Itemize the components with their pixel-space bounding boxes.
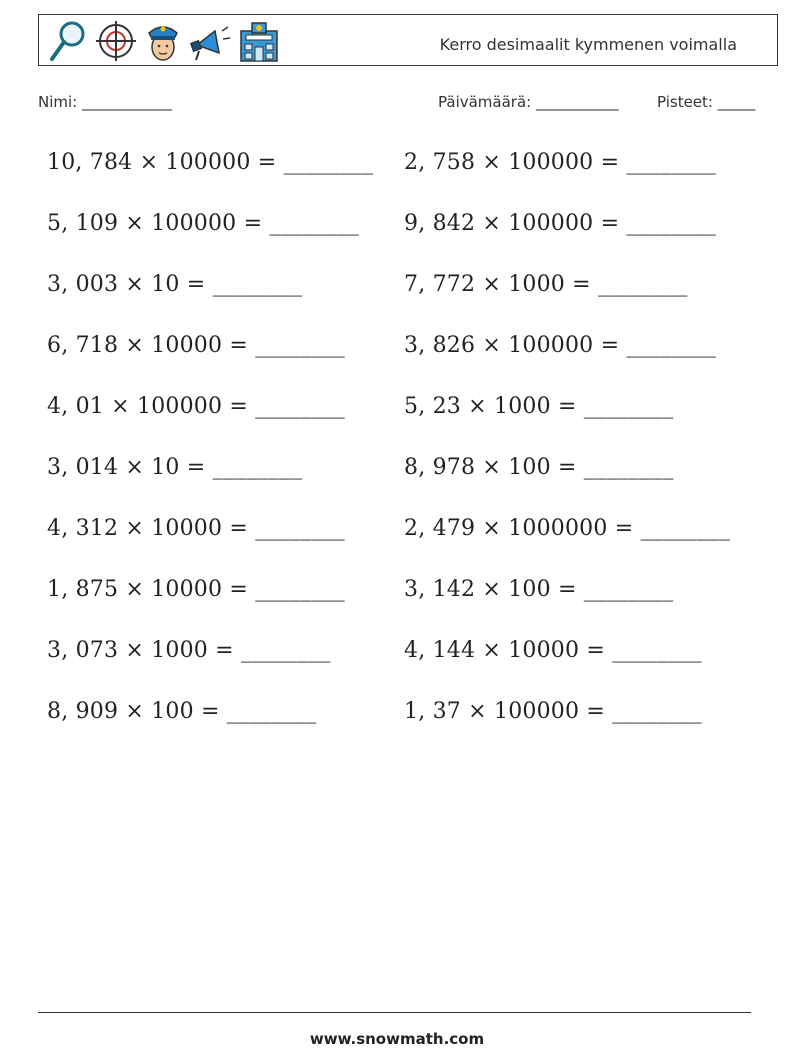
problem-left-9: 3, 073 × 1000 = ________: [47, 638, 331, 663]
problem-right-3: 7, 772 × 1000 = ________: [404, 272, 688, 297]
problem-right-8: 3, 142 × 100 = ________: [404, 577, 674, 602]
problem-left-6: 3, 014 × 10 = ________: [47, 455, 303, 480]
problem-left-8: 1, 875 × 10000 = ________: [47, 577, 345, 602]
footer-site: www.snowmath.com: [309, 1030, 485, 1048]
problem-left-3: 3, 003 × 10 = ________: [47, 272, 303, 297]
worksheet-title: Kerro desimaalit kymmenen voimalla: [439, 35, 737, 54]
date-field: Päivämäärä: ___________: [438, 93, 619, 111]
problem-right-5: 5, 23 × 1000 = ________: [404, 394, 674, 419]
problem-right-10: 1, 37 × 100000 = ________: [404, 699, 702, 724]
problem-left-4: 6, 718 × 10000 = ________: [47, 333, 345, 358]
problem-left-7: 4, 312 × 10000 = ________: [47, 516, 345, 541]
problem-right-1: 2, 758 × 100000 = ________: [404, 150, 716, 175]
score-field: Pisteet: _____: [657, 93, 756, 111]
problem-left-1: 10, 784 × 100000 = ________: [47, 150, 374, 175]
name-field: Nimi: ____________: [38, 93, 172, 111]
problem-left-5: 4, 01 × 100000 = ________: [47, 394, 345, 419]
problem-right-7: 2, 479 × 1000000 = ________: [404, 516, 731, 541]
problem-right-9: 4, 144 × 10000 = ________: [404, 638, 702, 663]
problem-right-4: 3, 826 × 100000 = ________: [404, 333, 716, 358]
problem-left-10: 8, 909 × 100 = ________: [47, 699, 317, 724]
problem-left-2: 5, 109 × 100000 = ________: [47, 211, 359, 236]
footer-divider: [38, 1012, 751, 1013]
problem-right-2: 9, 842 × 100000 = ________: [404, 211, 716, 236]
problem-right-6: 8, 978 × 100 = ________: [404, 455, 674, 480]
